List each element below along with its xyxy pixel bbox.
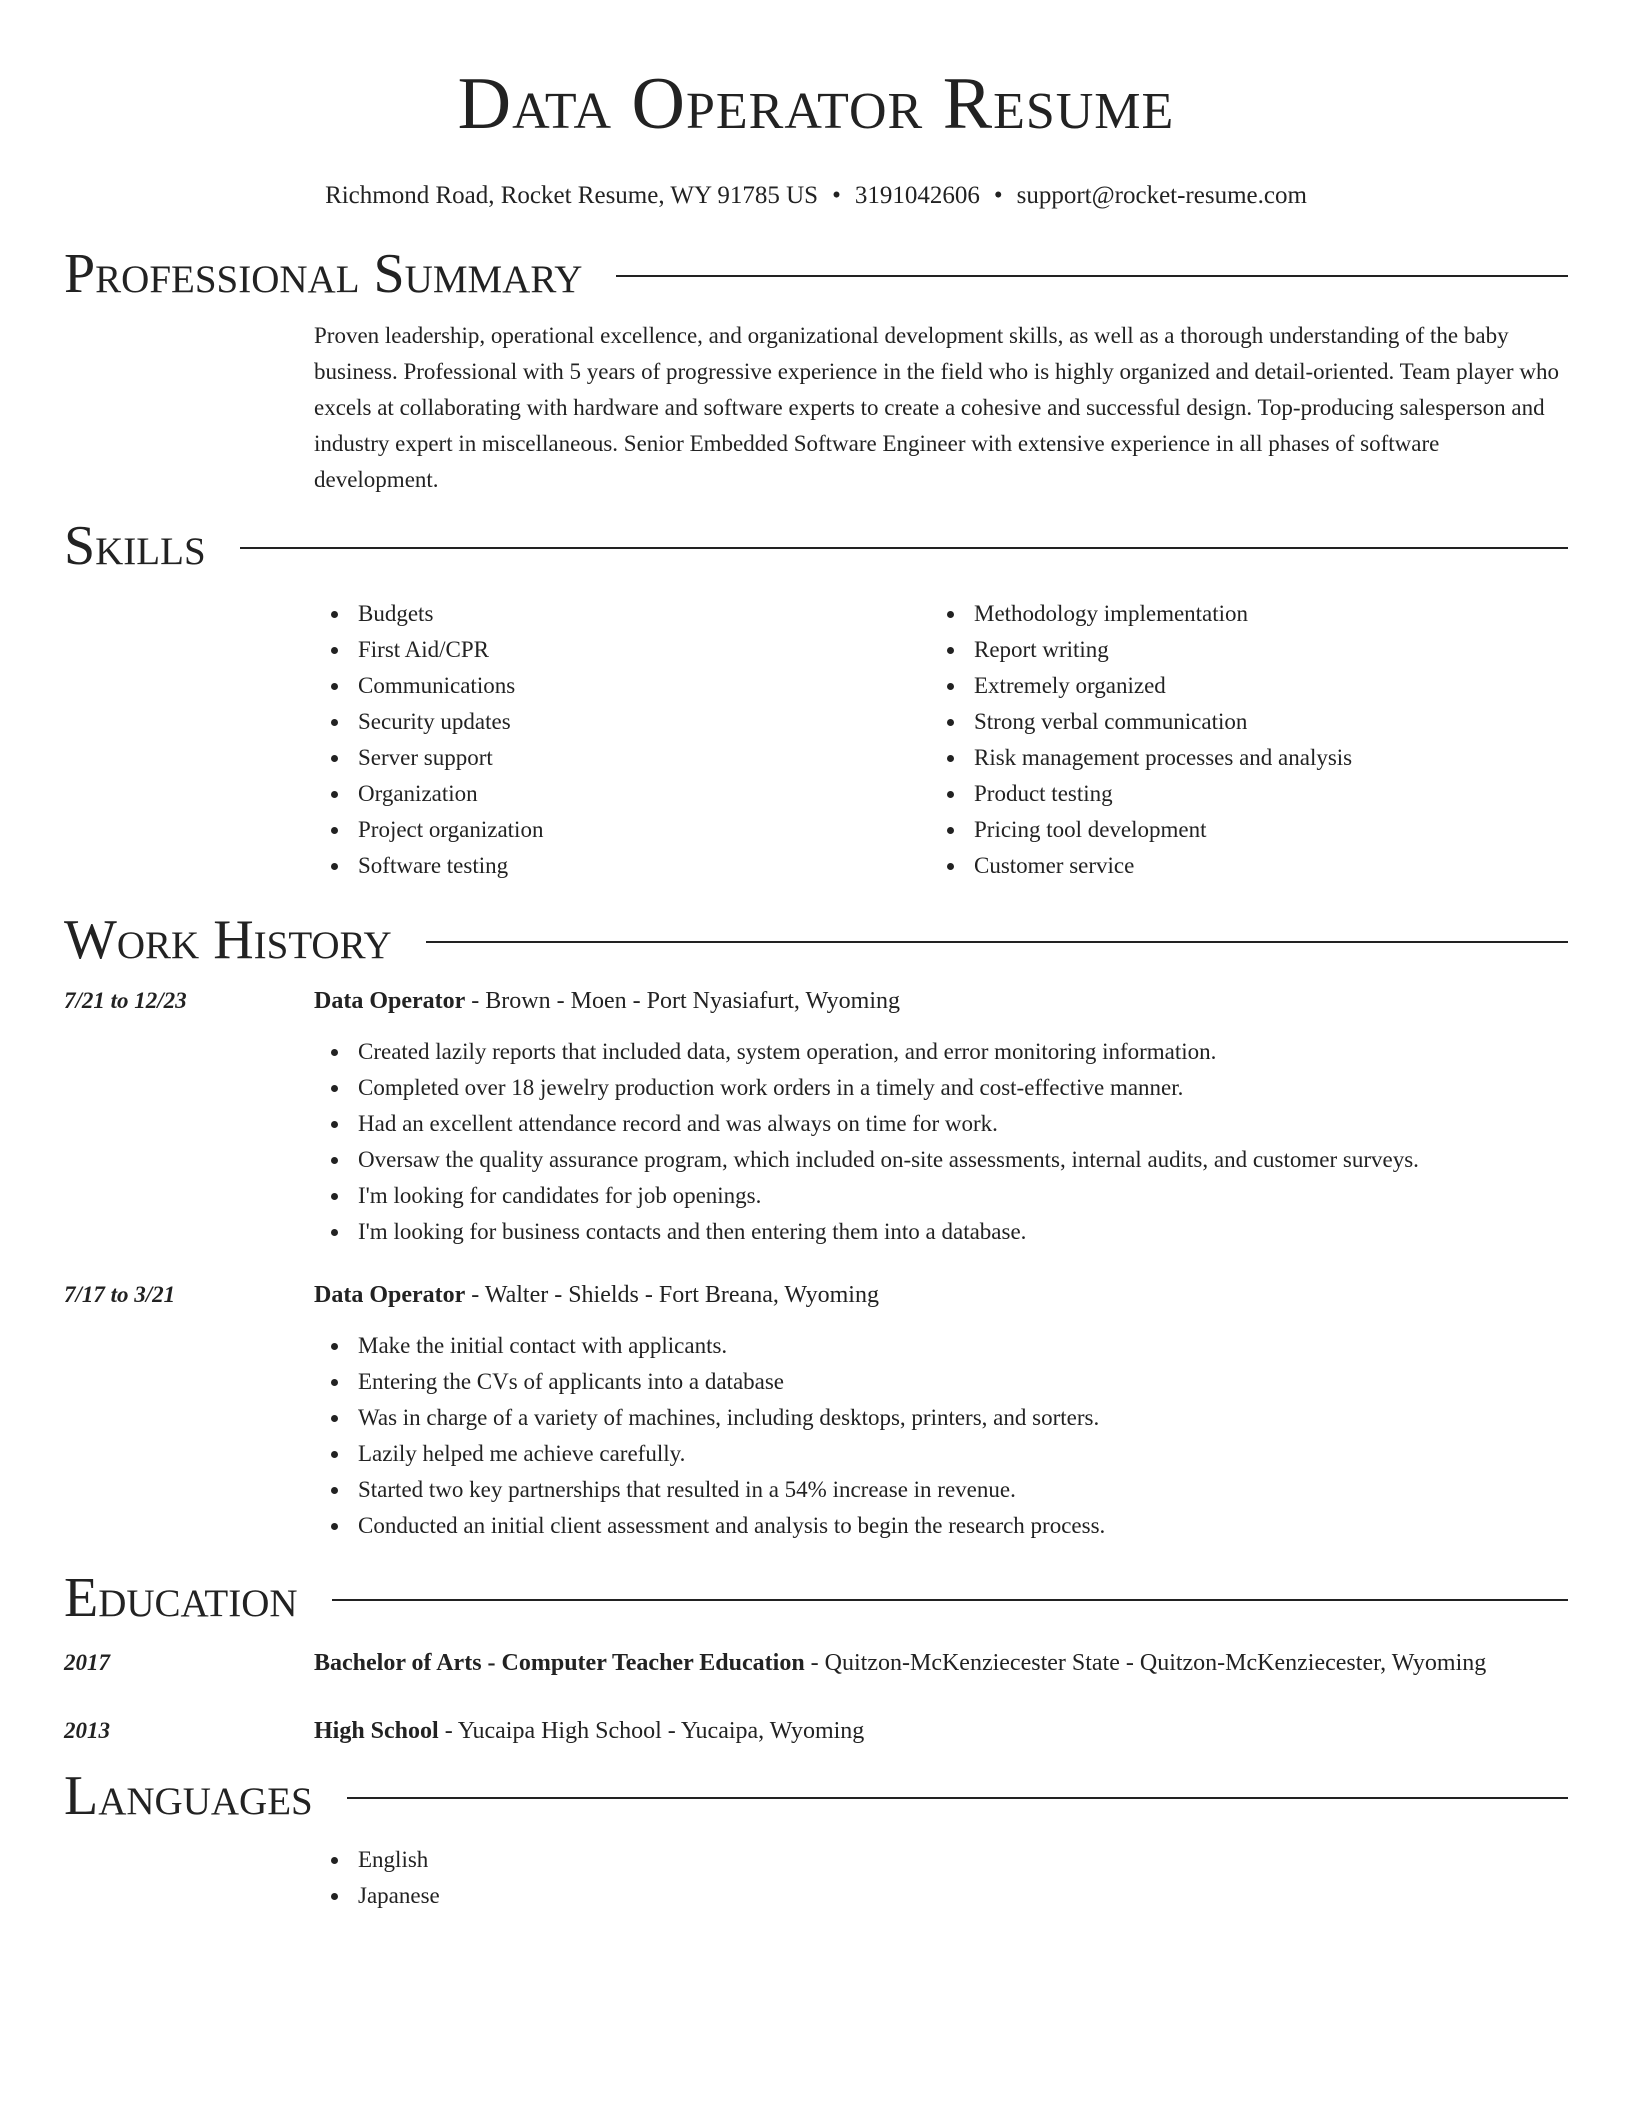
skill-item [930, 632, 1546, 668]
skill-item [930, 596, 1546, 632]
skill-item [314, 812, 930, 848]
education-entry [64, 1712, 1568, 1750]
education-line [314, 1712, 1568, 1750]
education-heading: Education [64, 1567, 298, 1629]
bullet-dot [331, 719, 338, 726]
education-year: 2017 [64, 1650, 110, 1675]
list-item-text: Had an excellent attendance record and was always on time for work. [358, 1111, 998, 1136]
skill-item [314, 740, 930, 776]
job-bullet [314, 1364, 1568, 1400]
skill-item [930, 812, 1546, 848]
summary-heading: Professional Summary [64, 243, 583, 305]
bullet-dot [331, 683, 338, 690]
skills-heading: Skills [64, 515, 206, 577]
list-item-text: Security updates [358, 709, 511, 734]
list-item-text: Conducted an initial client assessment and analysis to begin the research process. [358, 1513, 1106, 1538]
bullet-dot [331, 863, 338, 870]
bullet-dot [331, 791, 338, 798]
section-divider [332, 1599, 1568, 1601]
summary-text: Proven leadership, operational excellence, and organizational development skills, as well as a thorough understanding of the baby business. Professional with 5 years of progressive experience in the field who is highly organized and detail-oriented. Team player who excels at collaborating with hardware and software experts to create a cohesive and successful design. Top-producing salesperson and industry expert in miscellaneous. Senior Embedded Software Engineer with extensive experience in all phases of software development. [314, 323, 1559, 492]
list-item-text: Organization [358, 781, 478, 806]
resume-page [64, 0, 1568, 1914]
work-section [64, 908, 1568, 1544]
job-bullets [314, 1034, 1568, 1250]
job-bullet-list [314, 1328, 1568, 1544]
job-role: Data Operator [314, 988, 466, 1014]
skill-item [930, 704, 1546, 740]
summary-section [64, 242, 1568, 498]
job-employer: - Walter - Shields - Fort Breana, Wyoming [465, 1282, 879, 1308]
list-item-text: Customer service [974, 853, 1135, 878]
education-heading-row [64, 1566, 1568, 1630]
list-item-text: Entering the CVs of applicants into a database [358, 1369, 785, 1394]
list-item-text: Methodology implementation [974, 601, 1249, 626]
list-item-text: Make the initial contact with applicants. [358, 1333, 728, 1358]
contact-phone: 3191042606 [854, 182, 980, 209]
list-item-text: Report writing [974, 637, 1109, 662]
list-item-text: Lazily helped me achieve carefully. [358, 1441, 686, 1466]
job-title-line [314, 982, 1568, 1020]
contact-separator: • [832, 182, 841, 209]
bullet-dot [331, 1157, 338, 1164]
contact-address: Richmond Road, Rocket Resume, WY 91785 US [325, 182, 819, 209]
skill-item [930, 740, 1546, 776]
bullet-dot [331, 1523, 338, 1530]
list-item-text: Strong verbal communication [974, 709, 1248, 734]
bullet-dot [331, 647, 338, 654]
contact-line [64, 180, 1568, 212]
job-bullet [314, 1436, 1568, 1472]
education-line [314, 1644, 1568, 1682]
skills-grid [314, 596, 1568, 884]
job-bullet [314, 1472, 1568, 1508]
bullet-dot [947, 683, 954, 690]
bullet-dot [947, 719, 954, 726]
languages-heading: Languages [64, 1765, 313, 1827]
bullet-dot [331, 1893, 338, 1900]
education-degree: High School [314, 1718, 439, 1744]
list-item-text: Pricing tool development [974, 817, 1207, 842]
skills-heading-row [64, 514, 1568, 578]
job-bullet [314, 1508, 1568, 1544]
list-item-text: Started two key partnerships that resulted in a 54% increase in revenue. [358, 1477, 1016, 1502]
job-bullet [314, 1178, 1568, 1214]
work-heading-row [64, 908, 1568, 972]
skills-section [64, 514, 1568, 884]
list-item-text: Communications [358, 673, 516, 698]
summary-body [314, 318, 1568, 498]
bullet-dot [331, 1121, 338, 1128]
list-item-text: Oversaw the quality assurance program, which included on-site assessments, internal audits, and customer surveys. [358, 1147, 1419, 1172]
job-role: Data Operator [314, 1282, 466, 1308]
section-divider [616, 275, 1568, 277]
list-item-text: First Aid/CPR [358, 637, 490, 662]
skills-column-right [930, 596, 1546, 884]
job-bullet [314, 1106, 1568, 1142]
skill-item [930, 776, 1546, 812]
list-item-text: Completed over 18 jewelry production work orders in a timely and cost-effective manner. [358, 1075, 1184, 1100]
languages-list [314, 1842, 1568, 1914]
bullet-dot [331, 1487, 338, 1494]
skill-item [930, 848, 1546, 884]
job-bullet [314, 1214, 1568, 1250]
bullet-dot [331, 611, 338, 618]
bullet-dot [331, 1379, 338, 1386]
list-item-text: Product testing [974, 781, 1113, 806]
education-section [64, 1566, 1568, 1750]
education-entries [64, 1644, 1568, 1750]
job-bullet [314, 1070, 1568, 1106]
list-item-text: Extremely organized [974, 673, 1166, 698]
language-item [314, 1842, 1568, 1878]
job-entry [64, 1276, 1568, 1544]
job-header [64, 1276, 1568, 1314]
list-item-text: Was in charge of a variety of machines, including desktops, printers, and sorters. [358, 1405, 1100, 1430]
work-heading: Work History [64, 909, 392, 971]
list-item-text: Software testing [358, 853, 509, 878]
job-bullet [314, 1034, 1568, 1070]
job-dates: 7/17 to 3/21 [64, 1282, 176, 1307]
list-item-text: Budgets [358, 601, 434, 626]
list-item-text: Risk management processes and analysis [974, 745, 1353, 770]
list-item-text: I'm looking for candidates for job openings. [358, 1183, 762, 1208]
languages-heading-row [64, 1764, 1568, 1828]
bullet-dot [331, 1415, 338, 1422]
section-divider [347, 1797, 1568, 1799]
list-item-text: I'm looking for business contacts and then entering them into a database. [358, 1219, 1027, 1244]
list-item-text: Created lazily reports that included data, system operation, and error monitoring information. [358, 1039, 1217, 1064]
job-bullet [314, 1400, 1568, 1436]
contact-email: support@rocket-resume.com [1016, 182, 1307, 209]
job-entry [64, 982, 1568, 1250]
list-item-text: English [358, 1847, 429, 1872]
education-degree: Bachelor of Arts - Computer Teacher Education [314, 1650, 805, 1676]
bullet-dot [331, 1857, 338, 1864]
job-bullet [314, 1142, 1568, 1178]
job-bullet [314, 1328, 1568, 1364]
job-employer: - Brown - Moen - Port Nyasiafurt, Wyoming [465, 988, 901, 1014]
bullet-dot [331, 1343, 338, 1350]
skill-item [314, 704, 930, 740]
job-bullet-list [314, 1034, 1568, 1250]
education-entry [64, 1644, 1568, 1682]
skill-item [314, 668, 930, 704]
section-divider [240, 547, 1568, 549]
job-title-line [314, 1276, 1568, 1314]
bullet-dot [947, 611, 954, 618]
language-item [314, 1878, 1568, 1914]
summary-heading-row [64, 242, 1568, 306]
bullet-dot [331, 1193, 338, 1200]
job-bullets [314, 1328, 1568, 1544]
bullet-dot [947, 827, 954, 834]
bullet-dot [331, 1229, 338, 1236]
work-entries [64, 982, 1568, 1544]
education-school: - Yucaipa High School - Yucaipa, Wyoming [438, 1718, 865, 1744]
bullet-dot [947, 647, 954, 654]
skills-list-left [314, 596, 930, 884]
languages-section [64, 1764, 1568, 1914]
skills-list-right [930, 596, 1546, 884]
bullet-dot [331, 827, 338, 834]
section-divider [426, 941, 1568, 943]
bullet-dot [331, 1451, 338, 1458]
job-header [64, 982, 1568, 1020]
list-item-text: Server support [358, 745, 493, 770]
skill-item [930, 668, 1546, 704]
bullet-dot [947, 863, 954, 870]
contact-separator: • [993, 182, 1003, 209]
bullet-dot [331, 1085, 338, 1092]
skill-item [314, 776, 930, 812]
skill-item [314, 596, 930, 632]
skills-column-left [314, 596, 930, 884]
bullet-dot [947, 791, 954, 798]
education-year: 2013 [64, 1718, 110, 1743]
bullet-dot [947, 755, 954, 762]
job-dates: 7/21 to 12/23 [64, 988, 187, 1013]
bullet-dot [331, 755, 338, 762]
skill-item [314, 848, 930, 884]
list-item-text: Japanese [358, 1883, 440, 1908]
skill-item [314, 632, 930, 668]
languages-body [314, 1842, 1568, 1914]
resume-title: Data Operator Resume [457, 63, 1175, 145]
education-school: - Quitzon-McKenziecester State - Quitzon-McKenziecester, Wyoming [804, 1650, 1487, 1676]
bullet-dot [331, 1049, 338, 1056]
list-item-text: Project organization [358, 817, 544, 842]
